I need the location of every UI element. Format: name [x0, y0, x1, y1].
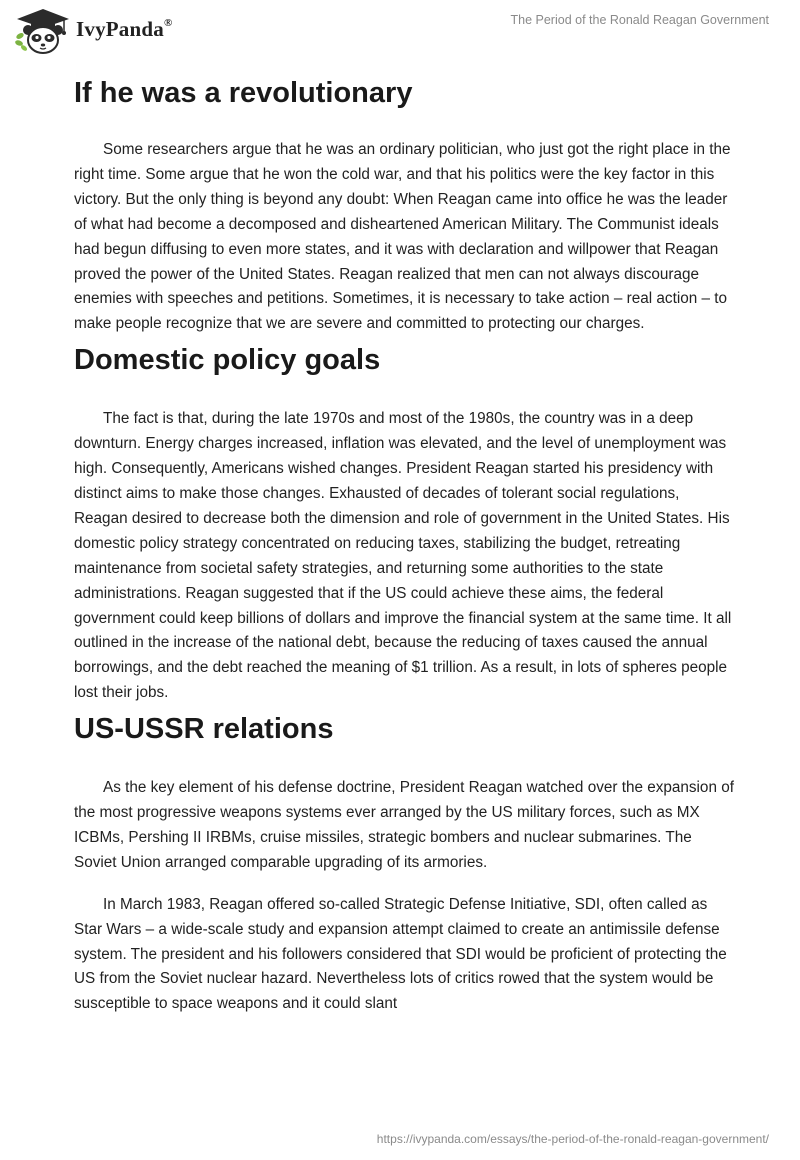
source-url[interactable]: https://ivypanda.com/essays/the-period-of-the-ronald-reagan-government/	[376, 1132, 769, 1146]
paragraph: As the key element of his defense doctrine, President Reagan watched over the expansion of the most progressive weapons systems ever arranged by the US military forces, such as MX ICBMs, Pershing II IRBMs, cruise missiles, strategic bombers and nuclear submarines. The Soviet Union arranged comparable upgrading of its armories.	[74, 779, 734, 871]
document-title: The Period of the Ronald Reagan Government	[510, 13, 769, 27]
section-heading-revolutionary: If he was a revolutionary	[74, 77, 413, 109]
section-heading-us-ussr-relations: US-USSR relations	[74, 713, 334, 746]
page-header	[0, 0, 800, 60]
paragraph: Some researchers argue that he was an ordinary politician, who just got the right place in the right time. Some argue that he won the cold war, and that his politics were the key factor in this victory. But the only thing is beyond any doubt: When Reagan came into office he was the leader of what had become a decomposed and disheartened American Military. The Communist ideals had begun diffusing to even more states, and it was with declaration and willpower that Reagan proved the power of the United States. Reagan realized that men can not always discourage enemies with speeches and petitions. Sometimes, it is necessary to take action – real action – to make people recognize that we are severe and committed to protecting our charges.	[74, 141, 731, 333]
panda-graduation-cap-icon	[14, 8, 72, 54]
section-heading-domestic-policy: Domestic policy goals	[74, 344, 381, 377]
paragraph: In March 1983, Reagan offered so-called Strategic Defense Initiative, SDI, often called as Star Wars – a wide-scale study and expansion attempt claimed to create an antimissile defense system. The president and his followers considered that SDI would be proficient of protecting the US from the Soviet nuclear hazard. Nevertheless lots of critics rowed that the system would be susceptible to space weapons and it could slant	[74, 895, 727, 1013]
paragraph: The fact is that, during the late 1970s and most of the 1980s, the country was in a deep downturn. Energy charges increased, inflation was elevated, and the level of unemployment was high. Consequently, Americans wished changes. President Reagan started his presidency with distinct aims to make those changes. Exhausted of decades of tolerant social regulations, Reagan desired to decrease both the dimension and role of government in the United States. His domestic policy strategy concentrated on reducing taxes, stabilizing the budget, retreating maintenance from societal safety strategies, and returning some authorities to the state administrations. Reagan suggested that if the US could achieve these aims, the federal government could keep billions of dollars and improve the financial system at the same time. It all outlined in the increase of the national debt, because the reducing of taxes caused the annual borrowings, and the debt reached the meaning of $1 trillion. As a result, in lots of spheres people lost their jobs.	[74, 410, 732, 702]
brand-name: IvyPanda®	[76, 16, 173, 41]
essay-content	[74, 72, 734, 1017]
ivypanda-logo[interactable]	[14, 8, 172, 54]
